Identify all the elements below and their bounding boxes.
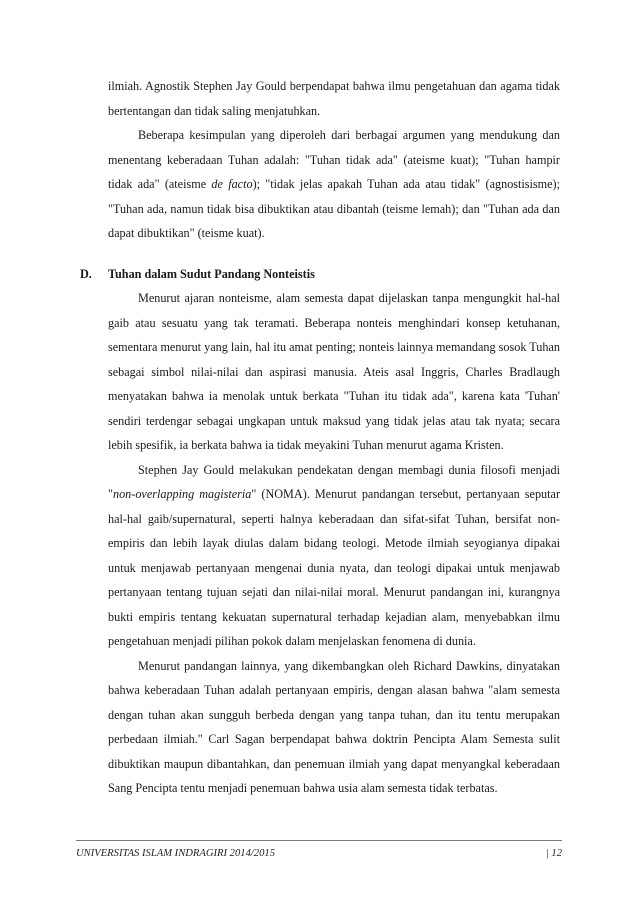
paragraph-conclusions-part-b: ); "tidak jelas apakah Tuhan ada atau tidak" (agnostisisme); "Tuhan ada, namun tidak bisa dibuktikan atau dibantah (teisme lemah); dan "Tuhan ada dan dapat dibuktikan" (teisme kuat).: [108, 177, 561, 240]
paragraph-nonteisme: Menurut ajaran nonteisme, alam semesta dapat dijelaskan tanpa mengungkit hal-hal gaib atau sesuatu yang tak teramati. Beberapa nonteis menghindari konsep ketuhanan, sementara menurut yang lain, hal itu amat penting; nonteis lainnya memandang sosok Tuhan sebagai simbol nilai-nilai dan aspirasi manusia. Ateis asal Inggris, Charles Bradlaugh menyatakan bahwa ia menolak untuk berkata "Tuhan itu tidak ada", karena kata 'Tuhan' sendiri terdengar sebagai ungkapan untuk maksud yang tidak jelas atau tak nyata; secara lebih spesifik, ia berkata bahwa ia tidak meyakini Tuhan menurut agama Kristen.: [108, 291, 560, 452]
section-title: Tuhan dalam Sudut Pandang Nonteistis: [108, 266, 315, 281]
paragraph-gould: [108, 458, 560, 654]
footer-divider: [76, 840, 562, 841]
page-content: [80, 74, 561, 801]
paragraph-gould-part-a: Stephen Jay Gould melakukan pendekatan dengan membagi dunia filosofi menjadi ": [108, 462, 560, 501]
footer-text-row: [76, 848, 562, 859]
footer-institution: UNIVERSITAS ISLAM INDRAGIRI 2014/2015: [76, 848, 275, 859]
paragraph-continuation: ilmiah. Agnostik Stephen Jay Gould berpendapat bahwa ilmu pengetahuan dan agama tidak bertentangan dan tidak saling menjatuhkan.: [108, 79, 560, 118]
section-heading: [80, 262, 560, 287]
paragraph-conclusions-part-a: Beberapa kesimpulan yang diperoleh dari berbagai argumen yang mendukung dan menentang keberadaan Tuhan adalah: "Tuhan tidak ada" (ateisme kuat); "Tuhan hampir tidak ada" (ateisme: [108, 128, 560, 191]
paragraph-gould-italic: non-overlapping magisteria: [112, 487, 252, 501]
paragraph-conclusions: [108, 123, 560, 246]
paragraph-conclusions-italic: de facto: [211, 177, 253, 191]
paragraph-dawkins: Menurut pandangan lainnya, yang dikembangkan oleh Richard Dawkins, dinyatakan bahwa keberadaan Tuhan adalah pertanyaan empiris, dengan alasan bahwa "alam semesta dengan tuhan akan sungguh berbeda dengan yang tanpa tuhan, dan itu tentu merupakan perbedaan ilmiah." Carl Sagan berpendapat bahwa doktrin Pencipta Alam Semesta sulit dibuktikan maupun dibantahkan, dan penemuan ilmiah yang dapat menyangkal keberadaan Sang Pencipta tentu menjadi penemuan bahwa usia alam semesta tidak terbatas.: [108, 658, 560, 795]
page-footer: [76, 840, 562, 859]
paragraph-gould-part-b: " (NOMA). Menurut pandangan tersebut, pertanyaan seputar hal-hal gaib/supernatural, seperti halnya keberadaan dan sifat-sifat Tuhan, bersifat non-empiris dan lebih layak diulas dalam bidang teologi. Metode ilmiah seyogianya dipakai untuk menjawab pertanyaan mengenai dunia nyata, dan teologi dipakai untuk menjawab pertanyaan tentang tujuan sejati dan nilai-nilai moral. Menurut pandangan ini, kurangnya bukti empiris tentang kekuatan supernatural terhadap kejadian alam, menyebabkan ilmu pengetahuan menjadi pilihan pokok dalam menjelaskan fenomena di dunia.: [108, 487, 560, 648]
section-letter: D.: [80, 266, 92, 281]
page-number: | 12: [545, 848, 562, 859]
